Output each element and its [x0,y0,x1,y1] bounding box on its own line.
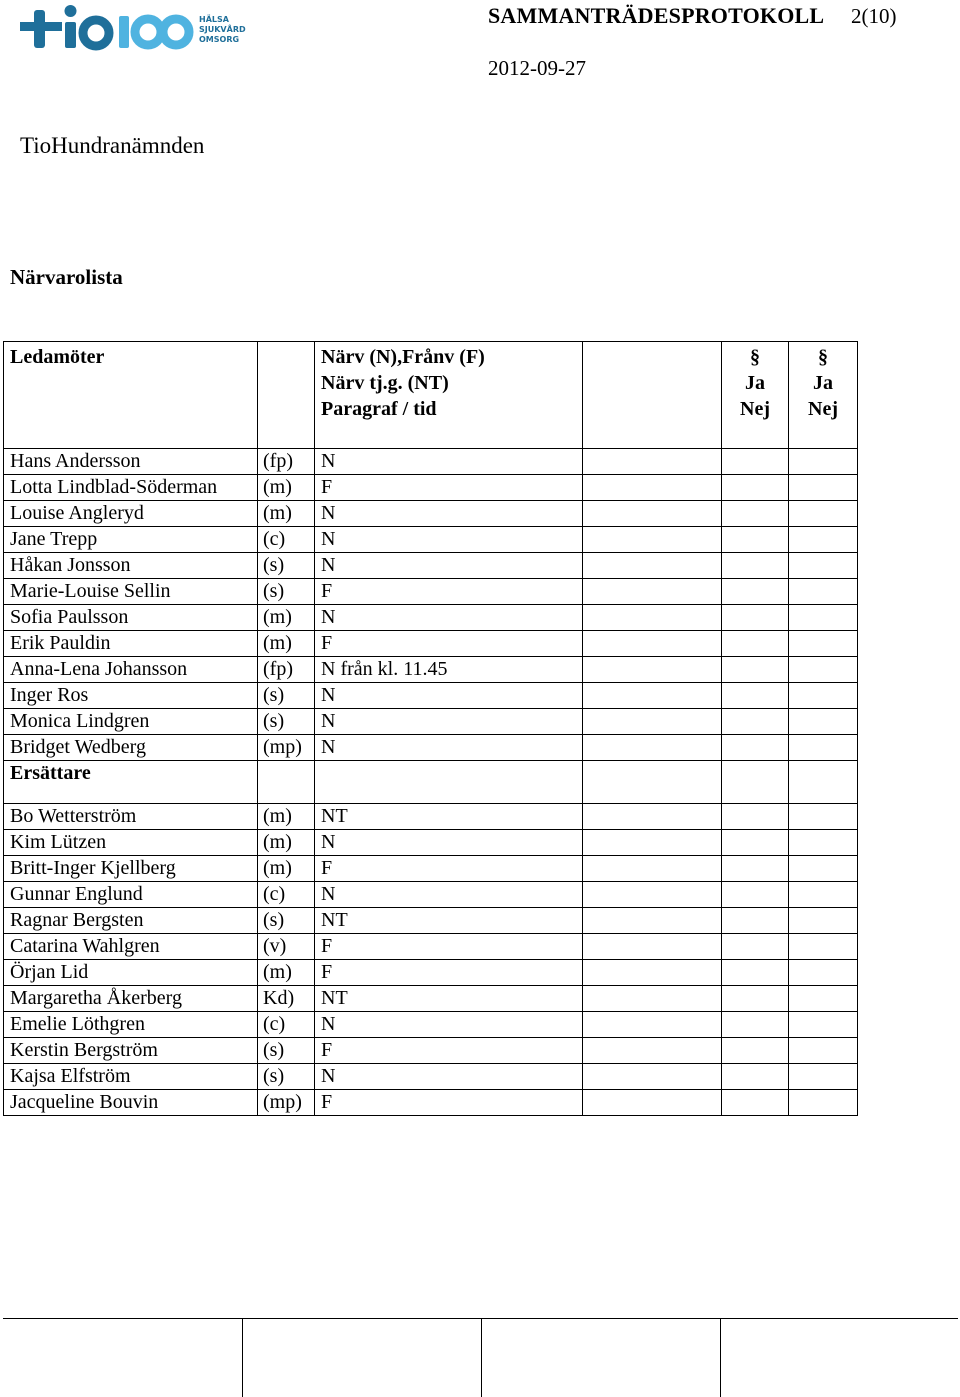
attendance-status: F [315,475,583,501]
substitute-row [4,882,858,908]
vote-cell [722,501,789,527]
blank-cell [583,1012,722,1038]
attendance-status: NT [315,804,583,830]
blank-cell [583,683,722,709]
attendance-status: N [315,709,583,735]
person-name: Jacqueline Bouvin [4,1090,258,1116]
vote-cell [789,553,858,579]
meeting-date: 2012-09-27 [488,56,586,80]
vote-cell [722,631,789,657]
substitutes-header-row [4,761,858,804]
person-name: Kerstin Bergström [4,1038,258,1064]
blank-cell [722,761,789,804]
member-row [4,553,858,579]
party-code: (s) [258,1064,315,1090]
substitute-row [4,1090,858,1116]
person-name: Hans Andersson [4,449,258,475]
blank-cell [583,579,722,605]
attendance-status: F [315,631,583,657]
vote-column-header-2 [789,342,858,449]
substitute-row [4,1038,858,1064]
vote-cell [722,986,789,1012]
vote-cell [789,830,858,856]
vote-cell [722,1012,789,1038]
person-name: Bo Wetterström [4,804,258,830]
party-code: (m) [258,804,315,830]
vote-cell [722,1064,789,1090]
blank-cell [583,934,722,960]
vote-cell [789,475,858,501]
members-header: Ledamöter [4,342,258,449]
person-name: Håkan Jonsson [4,553,258,579]
person-name: Britt-Inger Kjellberg [4,856,258,882]
vote-cell [789,986,858,1012]
party-code: (fp) [258,449,315,475]
substitute-row [4,986,858,1012]
member-row [4,501,858,527]
attendance-status: F [315,579,583,605]
attendance-status: N [315,830,583,856]
attendance-status: F [315,1038,583,1064]
vote-cell [789,605,858,631]
blank-cell [315,761,583,804]
party-code: (m) [258,960,315,986]
party-code: Kd) [258,986,315,1012]
document-title: SAMMANTRÄDESPROTOKOLL [488,3,825,28]
vote-cell [722,683,789,709]
person-name: Catarina Wahlgren [4,934,258,960]
person-name: Jane Trepp [4,527,258,553]
member-row [4,735,858,761]
party-code: (s) [258,709,315,735]
party-code: (s) [258,553,315,579]
section-symbol: § [750,346,760,368]
blank-cell [583,1064,722,1090]
vote-cell [789,1038,858,1064]
vote-cell [789,934,858,960]
blank-cell [583,501,722,527]
substitute-row [4,960,858,986]
vote-cell [789,709,858,735]
organization-name: TioHundranämnden [20,133,205,158]
vote-yes-label: Ja [813,372,833,394]
attendance-status: N från kl. 11.45 [315,657,583,683]
attendance-status: N [315,882,583,908]
footer-divider [242,1319,243,1397]
member-row [4,475,858,501]
person-name: Marie-Louise Sellin [4,579,258,605]
vote-cell [789,856,858,882]
vote-cell [789,960,858,986]
member-row [4,709,858,735]
attendance-header-line-1: Närv (N),Frånv (F) [321,346,485,368]
party-code: (m) [258,856,315,882]
party-code: (m) [258,475,315,501]
attendance-status: N [315,683,583,709]
person-name: Sofia Paulsson [4,605,258,631]
member-row [4,631,858,657]
vote-no-label: Nej [808,398,838,420]
attendance-status: N [315,1012,583,1038]
vote-cell [722,1038,789,1064]
vote-cell [722,449,789,475]
party-code: (m) [258,830,315,856]
person-name: Gunnar Englund [4,882,258,908]
attendance-status: N [315,527,583,553]
person-name: Anna-Lena Johansson [4,657,258,683]
party-code: (m) [258,501,315,527]
vote-cell [722,475,789,501]
blank-cell [583,1038,722,1064]
person-name: Louise Angleryd [4,501,258,527]
footer-divider [481,1319,482,1397]
attendance-status: NT [315,908,583,934]
person-name: Kajsa Elfström [4,1064,258,1090]
vote-yes-label: Ja [745,372,765,394]
party-code: (mp) [258,1090,315,1116]
blank-cell [583,449,722,475]
party-code: (s) [258,683,315,709]
footer-divider [720,1319,721,1397]
vote-no-label: Nej [740,398,770,420]
substitute-row [4,830,858,856]
person-name: Örjan Lid [4,960,258,986]
member-row [4,579,858,605]
person-name: Kim Lützen [4,830,258,856]
substitute-row [4,1012,858,1038]
person-name: Erik Pauldin [4,631,258,657]
party-code: (fp) [258,657,315,683]
blank-cell [583,761,722,804]
substitute-row [4,908,858,934]
member-row [4,683,858,709]
party-code: (mp) [258,735,315,761]
substitute-row [4,856,858,882]
blank-cell [583,986,722,1012]
party-code: (c) [258,882,315,908]
blank-cell [583,657,722,683]
vote-cell [789,683,858,709]
attendance-status: F [315,1090,583,1116]
person-name: Emelie Löthgren [4,1012,258,1038]
vote-cell [722,804,789,830]
blank-cell [583,605,722,631]
member-row [4,605,858,631]
party-code: (v) [258,934,315,960]
blank-cell [583,1090,722,1116]
attendance-header [315,342,583,449]
blank-cell [583,830,722,856]
attendance-status: N [315,553,583,579]
substitute-row [4,934,858,960]
party-code: (s) [258,1038,315,1064]
vote-cell [789,1012,858,1038]
attendance-status: F [315,856,583,882]
person-name: Bridget Wedberg [4,735,258,761]
vote-cell [789,631,858,657]
member-row [4,527,858,553]
blank-cell [789,761,858,804]
attendance-header-line-2: Närv tj.g. (NT) [321,372,449,394]
blank-cell [583,735,722,761]
blank-header [583,342,722,449]
substitute-row [4,1064,858,1090]
blank-cell [258,761,315,804]
attendance-status: F [315,934,583,960]
attendance-status: N [315,1064,583,1090]
logo-tagline-2: SJUKVÅRD [199,25,246,34]
vote-cell [722,553,789,579]
person-name: Lotta Lindblad-Söderman [4,475,258,501]
party-code: (s) [258,579,315,605]
person-name: Inger Ros [4,683,258,709]
party-header [258,342,315,449]
vote-cell [722,657,789,683]
vote-cell [722,882,789,908]
vote-cell [722,1090,789,1116]
table-header-row [4,342,858,449]
page-number: 2(10) [851,4,897,28]
vote-cell [722,830,789,856]
vote-cell [789,882,858,908]
person-name: Margaretha Åkerberg [4,986,258,1012]
blank-cell [583,960,722,986]
substitute-row [4,804,858,830]
attendance-status: N [315,449,583,475]
blank-cell [583,856,722,882]
vote-column-header-1 [722,342,789,449]
vote-cell [789,579,858,605]
party-code: (c) [258,527,315,553]
attendance-header-line-3: Paragraf / tid [321,398,437,420]
blank-cell [583,908,722,934]
section-title: Närvarolista [10,265,123,289]
vote-cell [789,657,858,683]
vote-cell [789,501,858,527]
vote-cell [722,709,789,735]
attendance-status: F [315,960,583,986]
vote-cell [789,1064,858,1090]
blank-cell [583,709,722,735]
vote-cell [722,934,789,960]
vote-cell [789,449,858,475]
section-symbol: § [818,346,828,368]
blank-cell [583,631,722,657]
party-code: (s) [258,908,315,934]
logo-tagline-1: HÄLSA [199,15,229,24]
vote-cell [722,960,789,986]
vote-cell [722,856,789,882]
person-name: Monica Lindgren [4,709,258,735]
vote-cell [722,605,789,631]
blank-cell [583,475,722,501]
party-code: (m) [258,605,315,631]
attendance-status: N [315,735,583,761]
vote-cell [722,735,789,761]
substitutes-header: Ersättare [4,761,258,804]
attendance-status: N [315,605,583,631]
attendance-status: N [315,501,583,527]
party-code: (c) [258,1012,315,1038]
vote-cell [789,804,858,830]
blank-cell [583,553,722,579]
vote-cell [722,579,789,605]
vote-cell [789,1090,858,1116]
vote-cell [789,908,858,934]
party-code: (m) [258,631,315,657]
logo-tagline-3: OMSORG [199,35,240,44]
person-name: Ragnar Bergsten [4,908,258,934]
vote-cell [722,908,789,934]
attendance-table [3,341,858,1116]
tio100-logo [18,2,248,52]
vote-cell [789,527,858,553]
attendance-status: NT [315,986,583,1012]
member-row [4,657,858,683]
vote-cell [789,735,858,761]
blank-cell [583,527,722,553]
vote-cell [722,527,789,553]
member-row [4,449,858,475]
blank-cell [583,804,722,830]
blank-cell [583,882,722,908]
